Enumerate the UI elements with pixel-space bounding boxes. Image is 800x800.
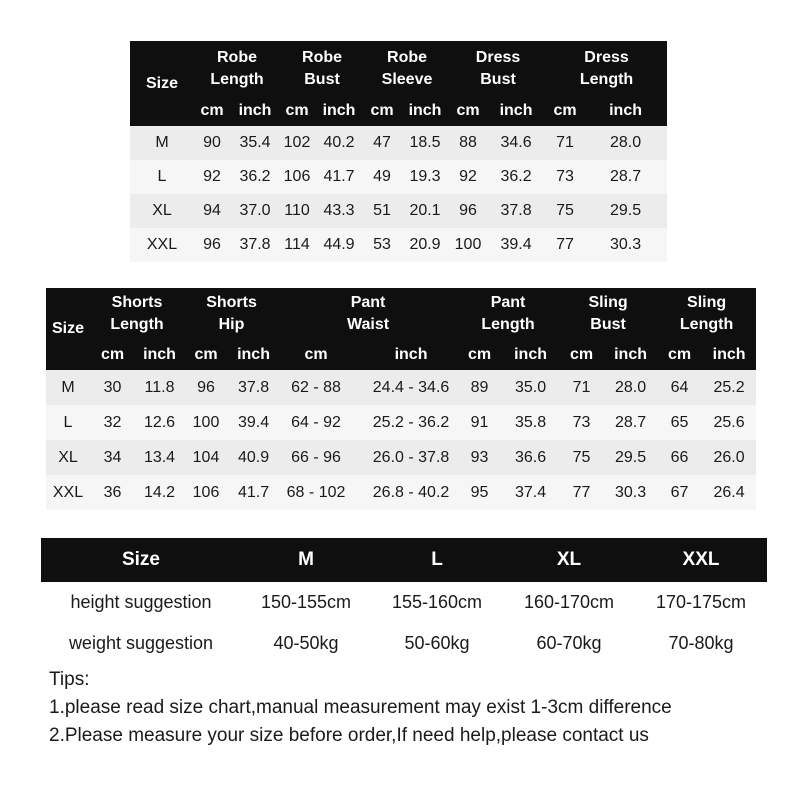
column-header-pant-length: Pant Length <box>457 288 559 340</box>
suggestion-header-row <box>41 538 767 582</box>
size-header-xl: XL <box>503 538 635 582</box>
table-cell: 65 <box>657 405 702 440</box>
table-cell: 91 <box>457 405 502 440</box>
table-cell: 96 <box>184 370 228 405</box>
table-cell: 106 <box>184 475 228 510</box>
table-cell: 49 <box>364 160 400 194</box>
column-header-dress-bust: Dress Bust <box>450 41 546 96</box>
height-weight-suggestion-table <box>41 538 767 664</box>
table-cell: 18.5 <box>400 126 450 160</box>
table-cell: 41.7 <box>314 160 364 194</box>
table-cell: 90 <box>194 126 230 160</box>
table-cell: 36.6 <box>502 440 559 475</box>
table-cell: 11.8 <box>135 370 184 405</box>
table-cell: 40-50kg <box>241 623 371 664</box>
table-cell: 73 <box>559 405 604 440</box>
waist-inch-range: 26.8 - 40.2 <box>372 483 450 501</box>
table-cell: 47 <box>364 126 400 160</box>
table-cell: 37.8 <box>228 370 279 405</box>
table-cell: 43.3 <box>314 194 364 228</box>
table-cell: 25.6 <box>702 405 756 440</box>
table-cell: 77 <box>546 228 584 262</box>
table-cell: 92 <box>194 160 230 194</box>
unit-cm: cm <box>450 96 486 126</box>
size-cell: L <box>130 160 194 194</box>
column-header-robe-length: Robe Length <box>194 41 280 96</box>
unit-header-row <box>46 340 756 370</box>
waist-cell <box>279 475 457 510</box>
table-cell: 28.7 <box>604 405 657 440</box>
waist-inch-range: 26.0 - 37.8 <box>372 448 450 466</box>
unit-inch: inch <box>502 340 559 370</box>
column-header-robe-sleeve: Robe Sleeve <box>364 41 450 96</box>
table-cell: 71 <box>559 370 604 405</box>
size-header-xxl: XXL <box>635 538 767 582</box>
size-column-header: Size <box>130 41 194 126</box>
unit-cm: cm <box>90 340 135 370</box>
table-cell: 37.8 <box>230 228 280 262</box>
column-header-robe-bust: Robe Bust <box>280 41 364 96</box>
table-cell: 13.4 <box>135 440 184 475</box>
table-cell: 35.8 <box>502 405 559 440</box>
table-cell: 26.0 <box>702 440 756 475</box>
table-row <box>130 228 667 262</box>
tips-section <box>49 666 672 750</box>
table-cell: 75 <box>546 194 584 228</box>
size-cell: XXL <box>130 228 194 262</box>
table-cell: 29.5 <box>604 440 657 475</box>
table-header-row <box>130 41 667 96</box>
waist-inch-range: 25.2 - 36.2 <box>372 413 450 431</box>
table-cell: 110 <box>280 194 314 228</box>
table-cell: 37.8 <box>486 194 546 228</box>
waist-cm-range: 66 - 96 <box>291 448 341 466</box>
table-cell: 19.3 <box>400 160 450 194</box>
unit-inch: inch <box>135 340 184 370</box>
row-label: height suggestion <box>41 582 241 623</box>
table-cell: 106 <box>280 160 314 194</box>
table-cell: 12.6 <box>135 405 184 440</box>
unit-cm: cm <box>657 340 702 370</box>
table-cell: 60-70kg <box>503 623 635 664</box>
unit-inch: inch <box>230 96 280 126</box>
size-cell: L <box>46 405 90 440</box>
waist-cell <box>279 440 457 475</box>
table-cell: 37.0 <box>230 194 280 228</box>
waist-inch-range: 24.4 - 34.6 <box>372 378 450 396</box>
table-row <box>46 440 756 475</box>
waist-cm-range: 62 - 88 <box>291 378 341 396</box>
table-cell: 170-175cm <box>635 582 767 623</box>
table-cell: 30.3 <box>584 228 667 262</box>
size-header-l: L <box>371 538 503 582</box>
table-row <box>130 194 667 228</box>
table-header-row <box>46 288 756 340</box>
table-cell: 35.4 <box>230 126 280 160</box>
table-cell: 100 <box>450 228 486 262</box>
size-cell: XL <box>46 440 90 475</box>
table-cell: 64 <box>657 370 702 405</box>
table-cell: 44.9 <box>314 228 364 262</box>
table-cell: 96 <box>194 228 230 262</box>
table-cell: 20.1 <box>400 194 450 228</box>
table-cell: 20.9 <box>400 228 450 262</box>
table-cell: 73 <box>546 160 584 194</box>
table-cell: 30 <box>90 370 135 405</box>
tip-line: 2.Please measure your size before order,If need help,please contact us <box>49 725 649 746</box>
size-cell: M <box>130 126 194 160</box>
robe-dress-size-table <box>130 41 667 262</box>
table-cell: 35.0 <box>502 370 559 405</box>
table-cell: 50-60kg <box>371 623 503 664</box>
height-suggestion-row <box>41 582 767 623</box>
unit-inch: inch <box>486 96 546 126</box>
table-cell: 34.6 <box>486 126 546 160</box>
table-cell: 34 <box>90 440 135 475</box>
table-cell: 14.2 <box>135 475 184 510</box>
table-cell: 28.7 <box>584 160 667 194</box>
table-cell: 29.5 <box>584 194 667 228</box>
weight-suggestion-row <box>41 623 767 664</box>
table-cell: 53 <box>364 228 400 262</box>
column-header-shorts-hip: Shorts Hip <box>184 288 279 340</box>
table-cell: 28.0 <box>584 126 667 160</box>
unit-cm: cm <box>546 96 584 126</box>
unit-cm: cm <box>280 96 314 126</box>
table-cell: 30.3 <box>604 475 657 510</box>
unit-cm: cm <box>194 96 230 126</box>
table-cell: 75 <box>559 440 604 475</box>
table-cell: 77 <box>559 475 604 510</box>
table-cell: 37.4 <box>502 475 559 510</box>
table-row <box>46 405 756 440</box>
table-cell: 104 <box>184 440 228 475</box>
table-cell: 51 <box>364 194 400 228</box>
unit-header-row <box>130 96 667 126</box>
table-cell: 94 <box>194 194 230 228</box>
waist-unit-cell <box>279 340 457 370</box>
unit-inch: inch <box>604 340 657 370</box>
column-header-sling-bust: Sling Bust <box>559 288 657 340</box>
tips-title: Tips: <box>49 669 90 690</box>
unit-cm: cm <box>559 340 604 370</box>
waist-cell <box>279 405 457 440</box>
table-cell: 88 <box>450 126 486 160</box>
size-cell: XL <box>130 194 194 228</box>
size-column-header: Size <box>46 288 90 370</box>
column-header-pant-waist: Pant Waist <box>279 288 457 340</box>
unit-inch: inch <box>314 96 364 126</box>
table-row <box>46 370 756 405</box>
size-header-m: M <box>241 538 371 582</box>
size-cell: XXL <box>46 475 90 510</box>
unit-cm: cm <box>304 346 328 363</box>
table-cell: 32 <box>90 405 135 440</box>
table-cell: 70-80kg <box>635 623 767 664</box>
waist-cm-range: 64 - 92 <box>291 413 341 431</box>
table-row <box>46 475 756 510</box>
size-cell: M <box>46 370 90 405</box>
table-cell: 66 <box>657 440 702 475</box>
table-cell: 89 <box>457 370 502 405</box>
unit-cm: cm <box>364 96 400 126</box>
waist-cell <box>279 370 457 405</box>
row-label: weight suggestion <box>41 623 241 664</box>
unit-inch: inch <box>228 340 279 370</box>
column-header-sling-length: Sling Length <box>657 288 756 340</box>
table-cell: 41.7 <box>228 475 279 510</box>
table-cell: 40.2 <box>314 126 364 160</box>
table-cell: 155-160cm <box>371 582 503 623</box>
waist-cm-range: 68 - 102 <box>286 483 346 501</box>
table-cell: 28.0 <box>604 370 657 405</box>
shorts-pant-sling-size-table <box>46 288 756 510</box>
table-cell: 40.9 <box>228 440 279 475</box>
unit-inch: inch <box>400 96 450 126</box>
table-cell: 100 <box>184 405 228 440</box>
column-header-dress-length: Dress Length <box>546 41 667 96</box>
table-cell: 67 <box>657 475 702 510</box>
unit-inch: inch <box>394 346 428 363</box>
table-cell: 92 <box>450 160 486 194</box>
table-cell: 160-170cm <box>503 582 635 623</box>
unit-inch: inch <box>702 340 756 370</box>
table-cell: 93 <box>457 440 502 475</box>
size-column-header: Size <box>41 538 241 582</box>
table-cell: 36 <box>90 475 135 510</box>
unit-cm: cm <box>457 340 502 370</box>
table-cell: 114 <box>280 228 314 262</box>
table-cell: 36.2 <box>230 160 280 194</box>
table-cell: 25.2 <box>702 370 756 405</box>
table-cell: 39.4 <box>486 228 546 262</box>
table-row <box>130 160 667 194</box>
table-cell: 95 <box>457 475 502 510</box>
unit-cm: cm <box>184 340 228 370</box>
table-cell: 150-155cm <box>241 582 371 623</box>
table-cell: 102 <box>280 126 314 160</box>
column-header-shorts-length: Shorts Length <box>90 288 184 340</box>
table-cell: 26.4 <box>702 475 756 510</box>
table-row <box>130 126 667 160</box>
table-cell: 96 <box>450 194 486 228</box>
table-cell: 39.4 <box>228 405 279 440</box>
table-cell: 71 <box>546 126 584 160</box>
table-cell: 36.2 <box>486 160 546 194</box>
unit-inch: inch <box>584 96 667 126</box>
tip-line: 1.please read size chart,manual measurement may exist 1-3cm difference <box>49 697 672 718</box>
